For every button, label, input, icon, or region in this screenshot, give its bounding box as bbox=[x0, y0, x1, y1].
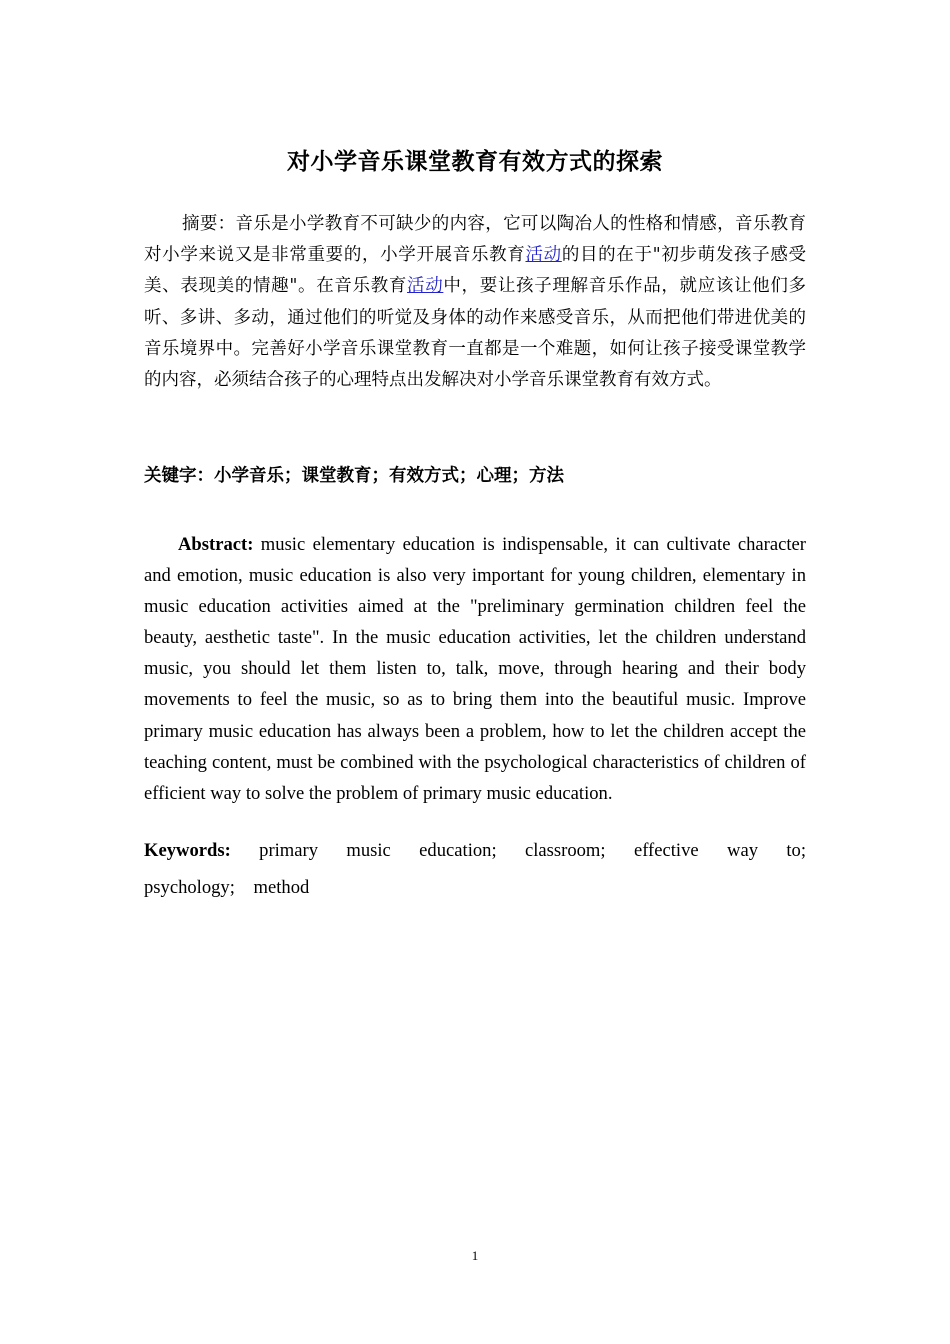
page-number: 1 bbox=[471, 1248, 479, 1263]
english-keywords-label: Keywords: bbox=[144, 840, 231, 861]
page-title: 对小学音乐课堂教育有效方式的探索 bbox=[287, 149, 663, 175]
english-abstract bbox=[144, 529, 806, 809]
chinese-abstract bbox=[144, 209, 806, 396]
activity-link-1[interactable]: 活动 bbox=[525, 245, 562, 266]
chinese-abstract-label: 摘要： bbox=[182, 214, 236, 234]
english-keywords bbox=[144, 832, 806, 906]
chinese-abstract-text-part1: 音乐是小学教育不可缺少的内容，它可以陶冶人的性格和情感，音乐教育对小学来说又是非常重要的，小学开展音乐教育 bbox=[144, 214, 806, 266]
chinese-keywords bbox=[144, 462, 806, 490]
english-abstract-text: music elementary education is indispensable, it can cultivate character and emotion, music education is also very important for young children, elementary in music education activities aimed at the "preliminary germination children feel the beauty, aesthetic taste". In the music education activities, let the children understand music, you should let them listen to, talk, move, through hearing and their body movements to feel the music, so as to bring them into the beautiful music. Improve primary music education has always been a problem, how to let the children accept the teaching content, must be combined with the psychological characteristics of children of efficient way to solve the problem of primary music education. bbox=[144, 534, 806, 804]
english-abstract-label: Abstract: bbox=[178, 534, 254, 555]
activity-link-2[interactable]: 活动 bbox=[407, 276, 444, 297]
chinese-abstract-text-part3: 中，要让孩子理解音乐作品，就应该让他们多听、多讲、多动，通过他们的听觉及身体的动作来感受音乐，从而把他们带进优美的音乐境界中。完善好小学音乐课堂教育一直都是一个难题，如何让孩子接受课堂教学的内容，必须结合孩子的心理特点出发解决对小学音乐课堂教育有效方式。 bbox=[144, 276, 807, 391]
english-keywords-text: primary music education; classroom; effective way to; psychology; method bbox=[144, 840, 806, 898]
chinese-abstract-text-part2: 的目的在于"初步萌发孩子感受美、表现美的情趣"。在音乐教育 bbox=[144, 245, 807, 297]
chinese-keywords-label: 关键字： bbox=[144, 466, 214, 486]
chinese-keywords-text: 小学音乐；课堂教育；有效方式；心理；方法 bbox=[214, 466, 564, 486]
